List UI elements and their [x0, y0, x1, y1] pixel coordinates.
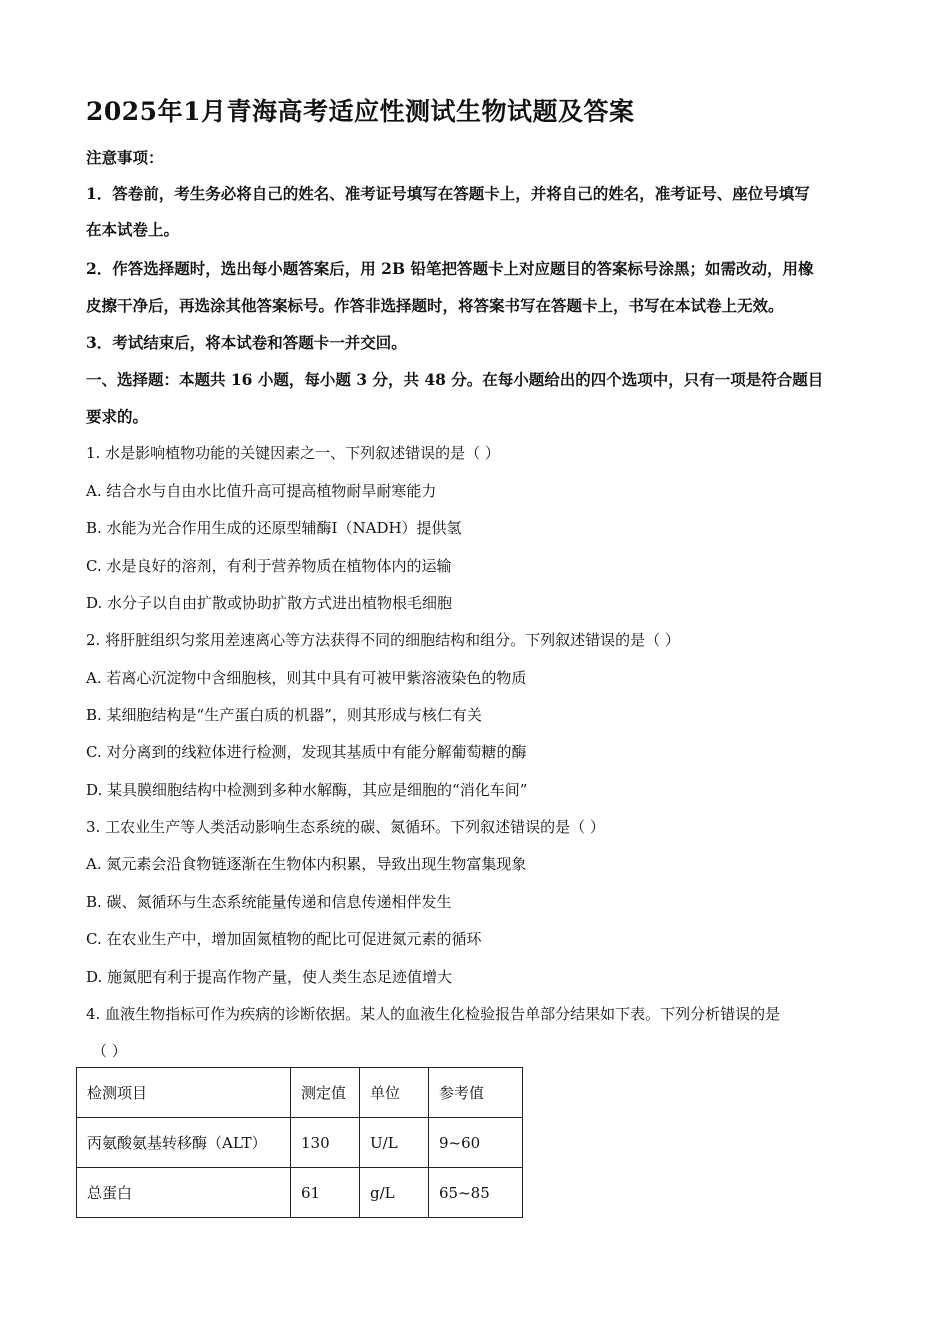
table-header-row	[77, 1068, 523, 1118]
notice-item-3: 3．考试结束后，将本试卷和答题卡一并交回。	[86, 333, 407, 352]
question-1-option-a: A. 结合水与自由水比值升高可提高植物耐旱耐寒能力	[86, 482, 437, 500]
table-cell: 130	[291, 1118, 360, 1168]
table-cell: 总蛋白	[77, 1168, 291, 1218]
question-2-option-d: D. 某具膜细胞结构中检测到多种水解酶，其应是细胞的“消化车间”	[86, 781, 528, 799]
notice-heading: 注意事项：	[86, 148, 164, 167]
notice-item-1-line-1: 1．答卷前，考生务必将自己的姓名、准考证号填写在答题卡上，并将自己的姓名，准考证号、座位号填写	[86, 184, 810, 203]
table-cell: 丙氨酸氨基转移酶（ALT）	[77, 1118, 291, 1168]
question-4-stem-continuation: （ ）	[92, 1042, 127, 1060]
section-heading-line-1: 一、选择题：本题共 16 小题，每小题 3 分，共 48 分。在每小题给出的四个选项中，只有一项是符合题目	[86, 370, 824, 389]
question-1-option-c: C. 水是良好的溶剂，有利于营养物质在植物体内的运输	[86, 557, 452, 575]
question-1-option-d: D. 水分子以自由扩散或协助扩散方式进出植物根毛细胞	[86, 594, 453, 612]
table-row	[77, 1118, 523, 1168]
table-header-cell: 检测项目	[77, 1068, 291, 1118]
notice-item-2-line-1: 2．作答选择题时，选出每小题答案后，用 2B 铅笔把答题卡上对应题目的答案标号涂黑；如需改动，用橡	[86, 259, 814, 278]
blood-test-table	[76, 1067, 523, 1218]
question-2-option-b: B. 某细胞结构是“生产蛋白质的机器”，则其形成与核仁有关	[86, 706, 482, 724]
question-2-option-c: C. 对分离到的线粒体进行检测，发现其基质中有能分解葡萄糖的酶	[86, 743, 527, 761]
table-header-cell: 单位	[360, 1068, 429, 1118]
table-cell: 65~85	[429, 1168, 523, 1218]
table-header-cell: 参考值	[429, 1068, 523, 1118]
table-cell: U/L	[360, 1118, 429, 1168]
notice-item-2-line-2: 皮擦干净后，再选涂其他答案标号。作答非选择题时，将答案书写在答题卡上，书写在本试卷上无效。	[86, 296, 784, 315]
table-cell: 9~60	[429, 1118, 523, 1168]
question-3-option-d: D. 施氮肥有利于提高作物产量，使人类生态足迹值增大	[86, 968, 453, 986]
table-cell: 61	[291, 1168, 360, 1218]
table-row	[77, 1168, 523, 1218]
section-heading-line-2: 要求的。	[86, 407, 149, 426]
notice-item-1-line-2: 在本试卷上。	[86, 220, 180, 239]
question-1-option-b: B. 水能为光合作用生成的还原型辅酶Ⅰ（NADH）提供氢	[86, 519, 462, 537]
table-header-cell: 测定值	[291, 1068, 360, 1118]
question-4-stem: 4. 血液生物指标可作为疾病的诊断依据。某人的血液生化检验报告单部分结果如下表。下列分析错误的是	[86, 1005, 781, 1023]
question-3-option-b: B. 碳、氮循环与生态系统能量传递和信息传递相伴发生	[86, 893, 452, 911]
page-title: 2025年1月青海高考适应性测试生物试题及答案	[86, 97, 635, 126]
question-3-option-a: A. 氮元素会沿食物链逐渐在生物体内积累，导致出现生物富集现象	[86, 855, 527, 873]
question-3-stem: 3. 工农业生产等人类活动影响生态系统的碳、氮循环。下列叙述错误的是（ ）	[86, 818, 605, 836]
question-2-stem: 2. 将肝脏组织匀浆用差速离心等方法获得不同的细胞结构和组分。下列叙述错误的是（ ）	[86, 631, 680, 649]
question-3-option-c: C. 在农业生产中，增加固氮植物的配比可促进氮元素的循环	[86, 930, 482, 948]
question-2-option-a: A. 若离心沉淀物中含细胞核，则其中具有可被甲紫溶液染色的物质	[86, 669, 527, 687]
table-cell: g/L	[360, 1168, 429, 1218]
question-1-stem: 1. 水是影响植物功能的关键因素之一、下列叙述错误的是（ ）	[86, 444, 500, 462]
